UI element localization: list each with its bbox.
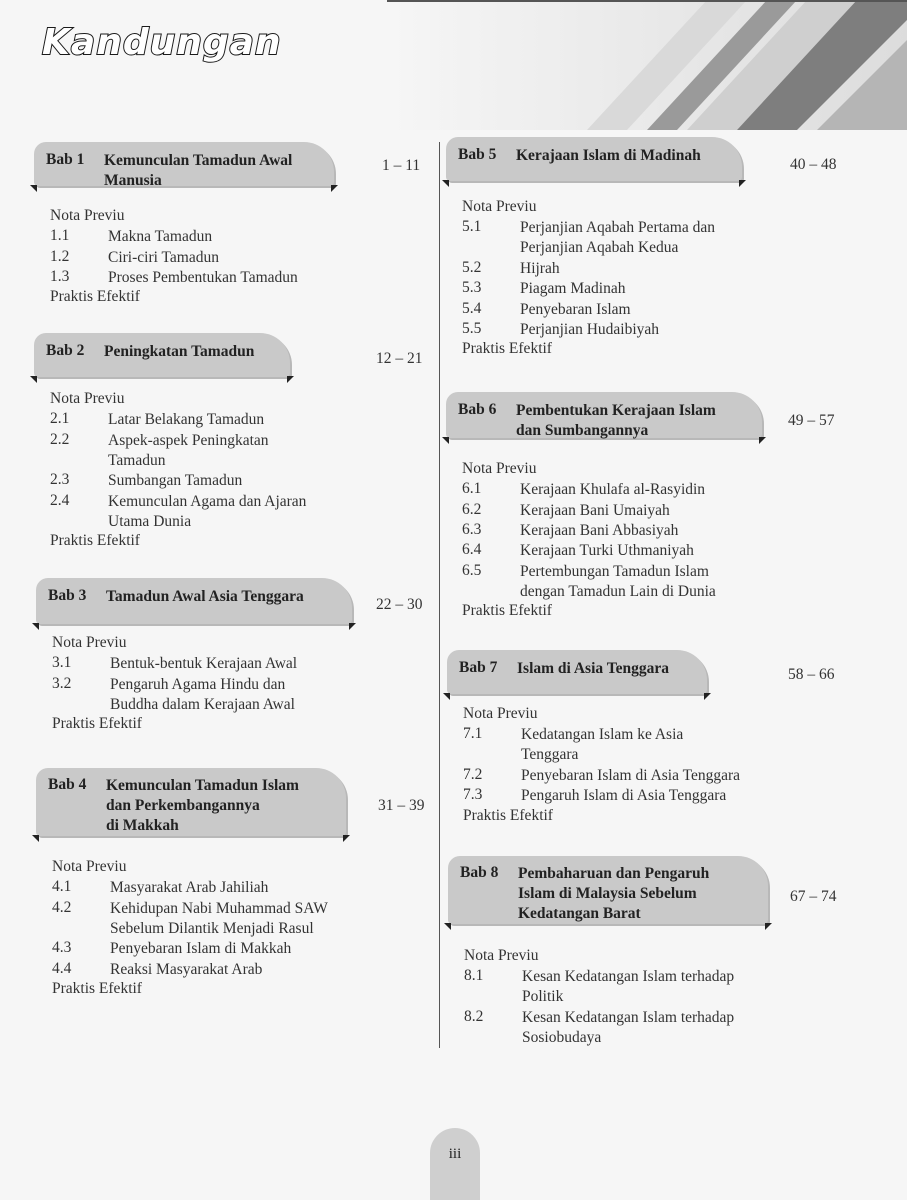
section-title: Masyarakat Arab Jahiliah bbox=[110, 879, 269, 897]
chapter-number: Bab 8 bbox=[460, 864, 499, 881]
nota-previu: Nota Previu bbox=[463, 705, 538, 722]
section-number: 6.1 bbox=[462, 480, 482, 498]
nota-previu: Nota Previu bbox=[52, 634, 127, 651]
section-title: Bentuk-bentuk Kerajaan Awal bbox=[110, 655, 298, 673]
section-number: 6.5 bbox=[462, 561, 482, 579]
nota-previu: Nota Previu bbox=[52, 858, 127, 875]
section-title: Pengaruh Islam di Asia Tenggara bbox=[521, 787, 727, 805]
section-title: Kesan Kedatangan Islam terhadap Sosiobudaya bbox=[522, 1008, 735, 1046]
chapter-number: Bab 5 bbox=[458, 146, 497, 163]
nota-previu: Nota Previu bbox=[464, 947, 539, 964]
chapter-header-8 bbox=[448, 856, 768, 924]
section-number: 2.2 bbox=[50, 430, 70, 448]
page-number: iii bbox=[448, 1146, 462, 1162]
chapter-title: Islam di Asia Tenggara bbox=[517, 660, 670, 677]
section-title: Kerajaan Khulafa al-Rasyidin bbox=[520, 481, 706, 499]
praktis-efektif: Praktis Efektif bbox=[462, 602, 552, 620]
section-number: 7.1 bbox=[463, 725, 483, 743]
chapter-page-range: 49 – 57 bbox=[788, 412, 835, 429]
section-title: Kerajaan Bani Umaiyah bbox=[520, 501, 670, 519]
header-decoration bbox=[387, 0, 907, 130]
section-number: 5.2 bbox=[462, 258, 482, 276]
nota-previu: Nota Previu bbox=[462, 460, 537, 477]
section-title: Aspek-aspek Peningkatan Tamadun bbox=[108, 431, 269, 469]
praktis-efektif: Praktis Efektif bbox=[52, 979, 142, 997]
section-title: Sumbangan Tamadun bbox=[108, 472, 243, 490]
chapter-title: Tamadun Awal Asia Tenggara bbox=[106, 588, 304, 605]
section-number: 6.4 bbox=[462, 541, 482, 559]
chapter-number: Bab 7 bbox=[459, 659, 498, 676]
section-number: 4.2 bbox=[52, 898, 72, 916]
page-title: Kandungan bbox=[42, 22, 282, 63]
section-title: Kerajaan Bani Abbasiyah bbox=[520, 521, 679, 539]
page-number-tab bbox=[430, 1128, 480, 1200]
section-title: Kerajaan Turki Uthmaniyah bbox=[520, 542, 694, 560]
chapter-title: Kemunculan Tamadun Islam dan Perkembangannya di Makkah bbox=[106, 777, 299, 834]
chapter-header-5 bbox=[446, 137, 742, 181]
section-number: 2.3 bbox=[50, 471, 70, 489]
nota-previu: Nota Previu bbox=[50, 207, 125, 224]
nota-previu: Nota Previu bbox=[462, 198, 537, 215]
chapter-header-3 bbox=[36, 578, 352, 624]
section-number: 1.3 bbox=[50, 267, 70, 285]
section-title: Piagam Madinah bbox=[520, 280, 626, 298]
chapter-page-range: 40 – 48 bbox=[790, 156, 837, 173]
praktis-efektif: Praktis Efektif bbox=[462, 340, 552, 358]
chapter-page-range: 1 – 11 bbox=[382, 157, 421, 174]
section-number: 2.4 bbox=[50, 491, 70, 509]
chapter-number: Bab 6 bbox=[458, 401, 497, 418]
nota-previu: Nota Previu bbox=[50, 390, 125, 407]
chapter-header-2 bbox=[34, 333, 290, 377]
chapter-number: Bab 3 bbox=[48, 587, 87, 604]
section-number: 5.3 bbox=[462, 279, 482, 297]
section-number: 5.5 bbox=[462, 319, 482, 337]
chapter-header-7 bbox=[447, 650, 707, 694]
chapter-page-range: 31 – 39 bbox=[378, 797, 425, 814]
section-title: Pengaruh Agama Hindu dan Buddha dalam Kerajaan Awal bbox=[110, 675, 295, 713]
section-title: Reaksi Masyarakat Arab bbox=[110, 960, 263, 978]
chapter-page-range: 58 – 66 bbox=[788, 666, 835, 683]
chapter-title: Pembaharuan dan Pengaruh Islam di Malaysia Sebelum Kedatangan Barat bbox=[518, 865, 710, 922]
section-number: 4.1 bbox=[52, 878, 72, 896]
section-title: Penyebaran Islam bbox=[520, 300, 631, 318]
section-number: 4.3 bbox=[52, 939, 72, 957]
chapter-title: Kerajaan Islam di Madinah bbox=[516, 147, 701, 164]
praktis-efektif: Praktis Efektif bbox=[50, 532, 140, 550]
praktis-efektif: Praktis Efektif bbox=[463, 806, 553, 824]
chapter-number: Bab 2 bbox=[46, 342, 85, 359]
section-title: Ciri-ciri Tamadun bbox=[108, 248, 219, 266]
section-number: 8.2 bbox=[464, 1007, 484, 1025]
column-divider bbox=[439, 142, 440, 1048]
section-title: Penyebaran Islam di Makkah bbox=[110, 940, 292, 958]
section-title: Penyebaran Islam di Asia Tenggara bbox=[521, 766, 741, 784]
chapter-page-range: 22 – 30 bbox=[376, 596, 423, 613]
chapter-number: Bab 4 bbox=[48, 776, 87, 793]
chapter-page-range: 12 – 21 bbox=[376, 350, 423, 367]
chapter-title: Pembentukan Kerajaan Islam dan Sumbangannya bbox=[516, 402, 716, 439]
praktis-efektif: Praktis Efektif bbox=[50, 288, 140, 306]
section-number: 2.1 bbox=[50, 410, 70, 428]
section-title: Pertembungan Tamadun Islam dengan Tamadun Lain di Dunia bbox=[520, 562, 716, 600]
section-number: 5.4 bbox=[462, 299, 482, 317]
section-number: 3.1 bbox=[52, 654, 72, 672]
chapter-header-6 bbox=[446, 392, 762, 438]
section-title: Kehidupan Nabi Muhammad SAW Sebelum Dilantik Menjadi Rasul bbox=[110, 899, 328, 937]
praktis-efektif: Praktis Efektif bbox=[52, 715, 142, 733]
section-title: Kemunculan Agama dan Ajaran Utama Dunia bbox=[108, 492, 307, 530]
chapter-header-1 bbox=[34, 142, 334, 189]
section-number: 6.2 bbox=[462, 500, 482, 518]
section-title: Perjanjian Aqabah Pertama dan Perjanjian Aqabah Kedua bbox=[520, 219, 715, 257]
chapter-header-4 bbox=[36, 768, 346, 836]
section-number: 7.2 bbox=[463, 765, 483, 783]
chapter-page-range: 67 – 74 bbox=[790, 888, 837, 905]
chapter-number: Bab 1 bbox=[46, 151, 85, 168]
chapter-title: Kemunculan Tamadun Awal Manusia bbox=[104, 152, 293, 189]
section-number: 4.4 bbox=[52, 959, 72, 977]
section-title: Proses Pembentukan Tamadun bbox=[108, 268, 298, 286]
section-number: 6.3 bbox=[462, 520, 482, 538]
section-number: 1.1 bbox=[50, 227, 70, 245]
section-title: Hijrah bbox=[520, 259, 560, 277]
section-number: 8.1 bbox=[464, 967, 484, 985]
section-title: Makna Tamadun bbox=[108, 228, 213, 246]
section-number: 5.1 bbox=[462, 218, 482, 236]
section-number: 7.3 bbox=[463, 786, 483, 804]
section-title: Perjanjian Hudaibiyah bbox=[520, 320, 660, 338]
section-title: Latar Belakang Tamadun bbox=[108, 411, 265, 429]
section-number: 3.2 bbox=[52, 674, 72, 692]
chapter-title: Peningkatan Tamadun bbox=[104, 343, 255, 360]
section-title: Kesan Kedatangan Islam terhadap Politik bbox=[522, 968, 735, 1006]
section-number: 1.2 bbox=[50, 247, 70, 265]
section-title: Kedatangan Islam ke Asia Tenggara bbox=[521, 726, 684, 764]
